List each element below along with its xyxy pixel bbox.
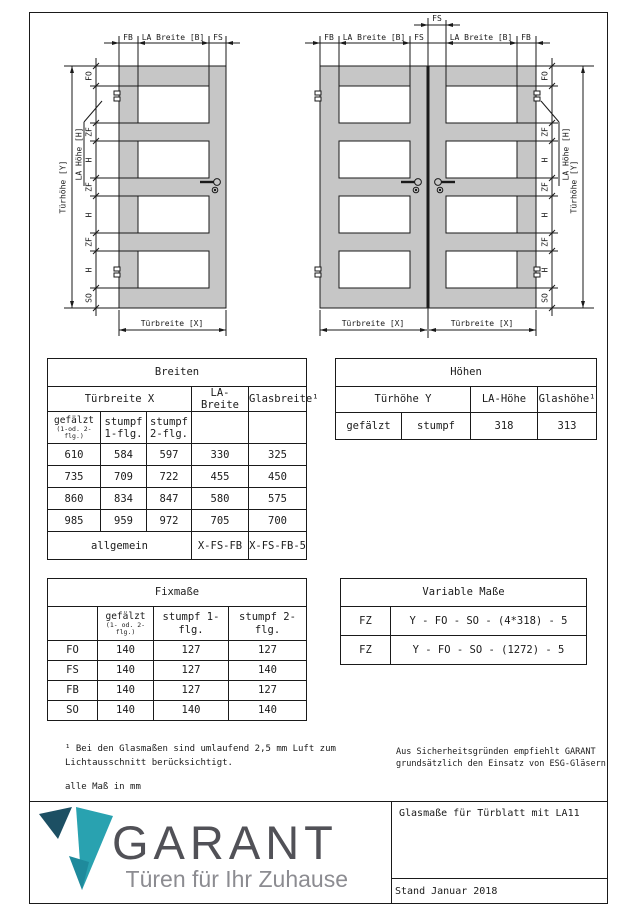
fixmasse-title: Fixmaße: [48, 579, 307, 607]
cell: 580: [192, 488, 249, 510]
safety-note-line1: Aus Sicherheitsgründen empfiehlt GARANT: [396, 747, 596, 757]
cell: stumpf: [402, 413, 471, 440]
single-door-diagram: [59, 33, 241, 336]
dim-label-zf: ZF: [84, 127, 94, 137]
dim-label-la-hoehe: LA Höhe [H]: [561, 127, 571, 181]
dim-label-la-breite: LA Breite [B]: [449, 33, 513, 42]
cell: 705: [192, 510, 249, 532]
dim-label-fb: FB: [521, 33, 531, 42]
cell: 127: [229, 681, 307, 701]
cell: Y - FO - SO - (4*318) - 5: [391, 607, 587, 636]
dim-label-so: SO: [540, 293, 550, 303]
dim-label-fb: FB: [324, 33, 334, 42]
brand-name: GARANT: [112, 816, 338, 869]
cell: SO: [48, 701, 98, 721]
dim-label-tuerbreite: Türbreite [X]: [450, 319, 514, 328]
dim-label-zf: ZF: [84, 182, 94, 192]
cell: FO: [48, 641, 98, 661]
cell: 860: [48, 488, 101, 510]
glass-pane: [138, 196, 209, 233]
breiten-col-glas: Glasbreite¹: [249, 387, 307, 412]
dim-label-h: H: [84, 157, 94, 163]
sub-label: gefälzt: [105, 610, 146, 622]
cell: 834: [101, 488, 147, 510]
breiten-group-header: Türbreite X: [48, 387, 192, 412]
cell: 127: [229, 641, 307, 661]
table-row: [341, 636, 587, 665]
dim-label-fo: FO: [84, 71, 94, 81]
table-row: [48, 641, 307, 661]
breiten-sub-stumpf2: stumpf 2-flg.: [147, 412, 192, 444]
dim-label-h: H: [540, 157, 550, 163]
cell: 722: [147, 466, 192, 488]
cell: 330: [192, 444, 249, 466]
cell: 140: [229, 661, 307, 681]
dim-label-zf: ZF: [540, 237, 550, 247]
cell: 847: [147, 488, 192, 510]
dim-label-h: H: [84, 267, 94, 273]
cell: 318: [471, 413, 538, 440]
dim-label-zf: ZF: [84, 237, 94, 247]
dim-label-fs: FS: [213, 33, 223, 42]
dim-label-fs-center: FS: [432, 14, 442, 23]
variable-masse-table: [340, 578, 587, 665]
glass-pane: [138, 251, 209, 288]
cell: 127: [154, 641, 229, 661]
cell: 959: [101, 510, 147, 532]
cell: 972: [147, 510, 192, 532]
cell: Y - FO - SO - (1272) - 5: [391, 636, 587, 665]
cell: gefälzt: [336, 413, 402, 440]
cell: 140: [98, 641, 154, 661]
table-row: [48, 444, 307, 466]
table-row: [341, 607, 587, 636]
dim-label-h: H: [84, 212, 94, 218]
safety-note: [396, 746, 606, 771]
logo-navy-shape: [39, 807, 72, 839]
cell: 700: [249, 510, 307, 532]
variable-title: Variable Maße: [341, 579, 587, 607]
dim-label-la-breite: LA Breite [B]: [342, 33, 406, 42]
dim-label-fb: FB: [123, 33, 133, 42]
cell: 127: [154, 681, 229, 701]
dim-label-tuerbreite: Türbreite [X]: [341, 319, 405, 328]
empty-cell: [192, 412, 249, 444]
cell: 140: [98, 681, 154, 701]
breiten-sub-gefaelzt: [48, 412, 101, 444]
dim-label-la-breite: LA Breite [B]: [141, 33, 205, 42]
dim-label-tuerhoehe: Türhöhe [Y]: [569, 160, 579, 214]
cell: 313: [538, 413, 597, 440]
cell: 709: [101, 466, 147, 488]
empty-cell: [249, 412, 307, 444]
dim-label-h: H: [540, 267, 550, 273]
glass-pane: [138, 141, 209, 178]
table-row: [48, 510, 307, 532]
cell: 584: [101, 444, 147, 466]
dim-label-tuerbreite: Türbreite [X]: [140, 319, 204, 328]
table-row: [48, 488, 307, 510]
table-row: [48, 532, 307, 560]
fixmasse-col-stumpf2: stumpf 2-flg.: [229, 607, 307, 641]
double-door-diagram: [305, 14, 594, 338]
table-row: [48, 661, 307, 681]
doc-stand: Stand Januar 2018: [395, 886, 498, 897]
dim-label-so: SO: [84, 293, 94, 303]
cell: 127: [154, 661, 229, 681]
cell: 455: [192, 466, 249, 488]
cell: 325: [249, 444, 307, 466]
cell: 140: [154, 701, 229, 721]
units-note: alle Maß in mm: [65, 782, 141, 792]
garant-logo-icon: [36, 806, 116, 898]
breiten-col-la: LA-Breite: [192, 387, 249, 412]
table-row: [48, 701, 307, 721]
sub-note: (1- od. 2-flg.): [105, 621, 146, 636]
cell: allgemein: [48, 532, 192, 560]
breiten-title: Breiten: [48, 359, 307, 387]
cell: 575: [249, 488, 307, 510]
fixmasse-col-stumpf1: stumpf 1-flg.: [154, 607, 229, 641]
table-row: [48, 466, 307, 488]
dim-label-h: H: [540, 212, 550, 218]
door-diagrams: [0, 0, 619, 350]
hoehen-table: [335, 358, 597, 440]
cell: FZ: [341, 636, 391, 665]
titleblock-divider: [391, 801, 392, 903]
dim-label-fo: FO: [540, 71, 550, 81]
hoehen-col-la: LA-Höhe: [471, 387, 538, 413]
cell: 450: [249, 466, 307, 488]
safety-note-line2: grundsätzlich den Einsatz von ESG-Gläsern: [396, 759, 606, 770]
cell: 140: [98, 661, 154, 681]
cell: FZ: [341, 607, 391, 636]
cell: X-FS-FB-5: [249, 532, 307, 560]
glass-pane: [138, 86, 209, 123]
sub-label: gefälzt: [53, 414, 95, 426]
table-row: [336, 413, 597, 440]
sub-note: (1-od. 2-flg.): [56, 425, 92, 440]
fixmasse-col-gefaelzt: [98, 607, 154, 641]
hoehen-title: Höhen: [336, 359, 597, 387]
stand-divider: [391, 878, 607, 879]
dim-label-zf: ZF: [540, 182, 550, 192]
dim-label-fs: FS: [414, 33, 424, 42]
footer-divider: [29, 801, 607, 802]
fixmasse-table: [47, 578, 307, 721]
dim-label-zf: ZF: [540, 127, 550, 137]
dim-label-la-hoehe: LA Höhe [H]: [74, 127, 84, 181]
glass-note: ¹ Bei den Glasmaßen sind umlaufend 2,5 mm Luft zum Lichtausschnitt berücksichtigt.: [65, 744, 336, 769]
doc-title: Glasmaße für Türblatt mit LA11: [399, 808, 580, 819]
cell: FS: [48, 661, 98, 681]
cell: X-FS-FB: [192, 532, 249, 560]
empty-cell: [48, 607, 98, 641]
cell: 735: [48, 466, 101, 488]
table-row: [48, 681, 307, 701]
brand-tagline: Türen für Ihr Zuhause: [125, 866, 348, 892]
cell: 610: [48, 444, 101, 466]
cell: 140: [229, 701, 307, 721]
cell: FB: [48, 681, 98, 701]
cell: 597: [147, 444, 192, 466]
hoehen-group-header: Türhöhe Y: [336, 387, 471, 413]
cell: 140: [98, 701, 154, 721]
breiten-table: [47, 358, 319, 560]
breiten-sub-stumpf1: stumpf 1-flg.: [101, 412, 147, 444]
hoehen-col-glas: Glashöhe¹: [538, 387, 597, 413]
cell: 985: [48, 510, 101, 532]
dim-label-tuerhoehe: Türhöhe [Y]: [58, 160, 68, 214]
